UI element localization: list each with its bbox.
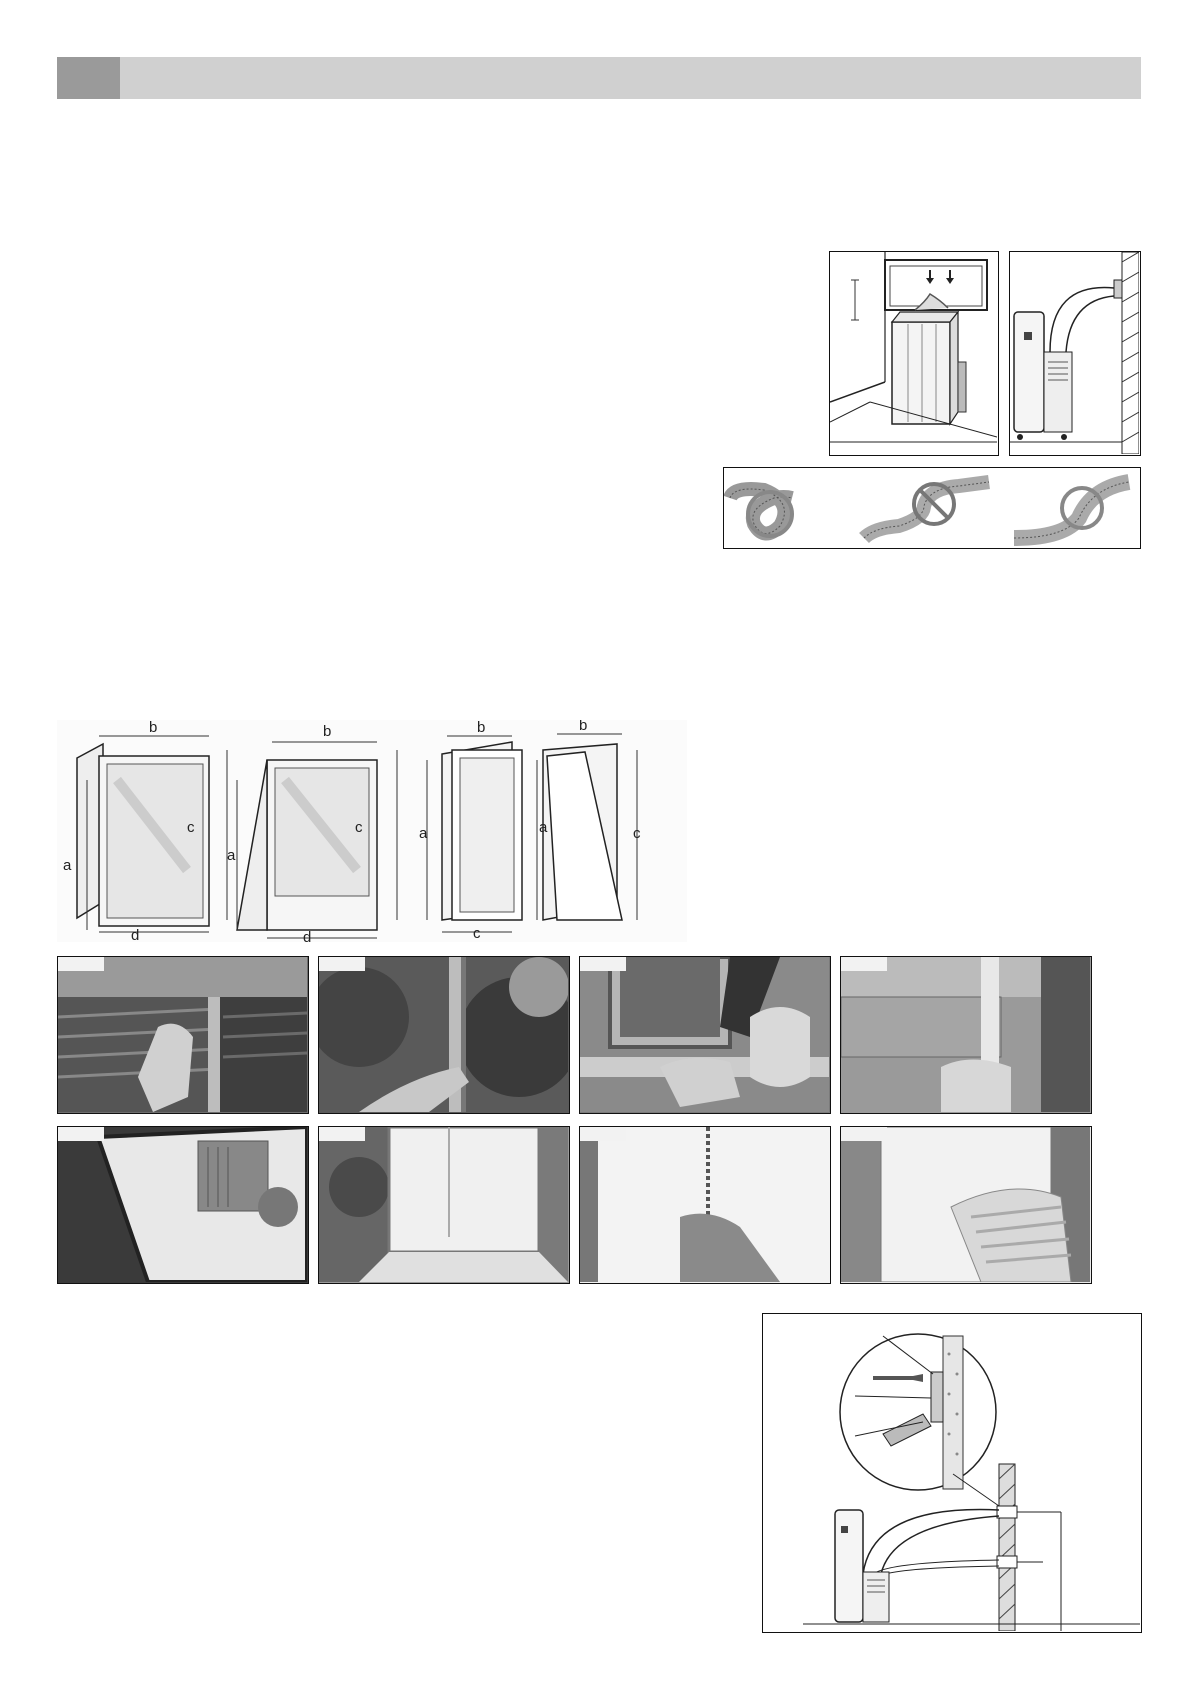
header-accent-block [57, 57, 120, 99]
svg-text:c: c [187, 819, 195, 836]
step-photo-3 [579, 956, 831, 1114]
window-types-illustration [57, 720, 687, 942]
header-bar [57, 57, 1141, 99]
svg-text:b: b [579, 720, 588, 734]
svg-text:d: d [131, 927, 140, 942]
step-photo-4 [840, 956, 1092, 1114]
step-photo-5 [57, 1126, 309, 1284]
figure-hose-bending [723, 467, 1141, 549]
figure-wall-installation [762, 1313, 1142, 1633]
svg-text:b: b [323, 723, 332, 740]
hose-s-curve-illustration [864, 482, 989, 538]
window-tilt-inward [227, 723, 397, 942]
svg-text:a: a [63, 857, 72, 874]
step-photo-6 [318, 1126, 570, 1284]
figure-ac-side-wall [1009, 251, 1141, 456]
svg-text:c: c [633, 825, 641, 842]
svg-text:d: d [303, 929, 312, 942]
step-photo-8 [840, 1126, 1092, 1284]
svg-text:b: b [149, 720, 158, 736]
step-photo-2 [318, 956, 570, 1114]
svg-text:a: a [539, 819, 548, 836]
svg-text:a: a [227, 847, 236, 864]
svg-text:a: a [419, 825, 428, 842]
svg-text:b: b [477, 720, 486, 736]
hose-gentle-curve-illustration [1014, 482, 1129, 538]
svg-text:c: c [473, 925, 481, 942]
step-photo-1 [57, 956, 309, 1114]
svg-text:c: c [355, 819, 363, 836]
window-sliding-vertical-frame [419, 720, 522, 942]
step-photo-7 [579, 1126, 831, 1284]
window-sliding-open [537, 720, 641, 920]
figure-ac-window-hose [829, 251, 999, 456]
hose-tight-loop-illustration [730, 489, 792, 536]
window-casement-inward [57, 720, 227, 942]
